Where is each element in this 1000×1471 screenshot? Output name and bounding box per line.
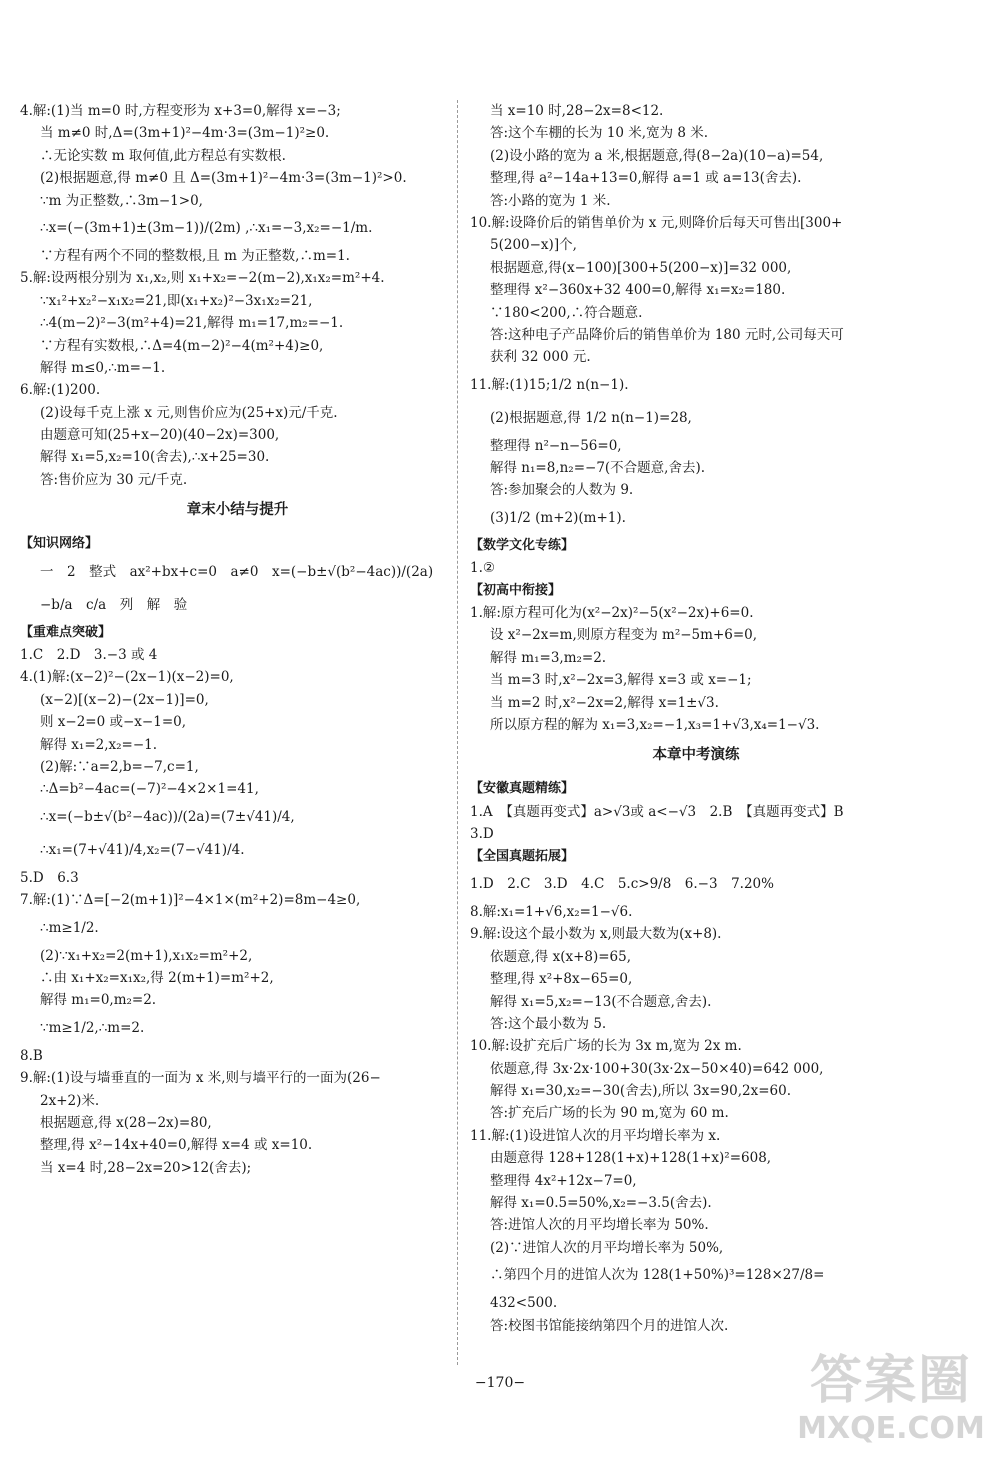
answer-line: 4.解:(1)当 m=0 时,方程变形为 x+3=0,解得 x=−3; <box>20 103 341 119</box>
answer-line: 5.D 6.3 <box>20 869 79 886</box>
answer-line: 解得 n₁=8,n₂=−7(不合题意,舍去). <box>490 460 706 477</box>
answer-line: ∴由 x₁+x₂=x₁x₂,得 2(m+1)=m²+2, <box>40 969 274 986</box>
answer-line: 答:扩充后广场的长为 90 m,宽为 60 m. <box>490 1105 729 1122</box>
answer-line: 由题意得 128+128(1+x)+128(1+x)²=608, <box>490 1150 772 1167</box>
answer-line: 所以原方程的解为 x₁=3,x₂=−1,x₃=1+√3,x₄=1−√3. <box>490 716 820 733</box>
answer-line: 7.解:(1)∵Δ=[−2(m+1)]²−4×1×(m²+2)=8m−4≥0, <box>20 892 361 909</box>
answer-line: 根据题意,得(x−100)[300+5(200−x)]=32 000, <box>490 259 792 276</box>
left-column <box>20 100 455 1179</box>
answer-line: (3)1/2 (m+2)(m+1). <box>490 509 626 526</box>
answer-line: 答:进馆人次的月平均增长率为 50%. <box>490 1217 709 1234</box>
answer-line: 11.解:(1)设进馆人次的月平均增长率为 x. <box>470 1127 721 1144</box>
answer-line: (2)设每千克上涨 x 元,则售价应为(25+x)元/千克. <box>40 404 338 421</box>
page-number: −170− <box>474 1375 526 1391</box>
watermark-text-top: 答案圈 <box>809 1351 972 1411</box>
answer-line: ∵方程有两个不同的整数根,且 m 为正整数,∴m=1. <box>40 247 350 264</box>
answer-line: 答:售价应为 30 元/千克. <box>40 471 188 488</box>
answer-line: 当 m=2 时,x²−2x=2,解得 x=1±√3. <box>490 694 719 711</box>
answer-line: 一 2 整式 ax²+bx+c=0 a≠0 x=(−b±√(b²−4ac))/(2a) <box>40 563 434 580</box>
answer-line: (2)设小路的宽为 a 米,根据题意,得(8−2a)(10−a)=54, <box>490 147 824 164</box>
section-heading: 【全国真题拓展】 <box>470 848 575 864</box>
answer-line: ∴无论实数 m 取何值,此方程总有实数根. <box>40 147 286 164</box>
answer-line: 答:这个最小数为 5. <box>490 1015 607 1032</box>
answer-line: 由题意可知(25+x−20)(40−2x)=300, <box>40 427 280 444</box>
answer-line: 答:参加聚会的人数为 9. <box>490 482 634 499</box>
answer-line: 解得 m≤0,∴m=−1. <box>40 359 166 376</box>
answer-line: 8.解:x₁=1+√6,x₂=1−√6. <box>470 903 633 920</box>
section-heading: 【安徽真题精练】 <box>470 781 575 797</box>
answer-line: 整理得 4x²+12x−7=0, <box>490 1172 637 1189</box>
answer-line: (2)∵x₁+x₂=2(m+1),x₁x₂=m²+2, <box>40 947 253 964</box>
answer-line: 当 x=10 时,28−2x=8<12. <box>490 103 664 119</box>
right-column <box>470 100 922 1337</box>
answer-line: 5.解:设两根分别为 x₁,x₂,则 x₁+x₂=−2(m−2),x₁x₂=m²+4. <box>20 270 385 287</box>
section-heading: 【重难点突破】 <box>20 624 112 640</box>
answer-line: 当 m≠0 时,Δ=(3m+1)²−4m·3=(3m−1)²≥0. <box>40 125 330 142</box>
answer-line: (2)解:∵a=2,b=−7,c=1, <box>40 758 199 775</box>
answer-line: 432<500. <box>490 1295 558 1312</box>
answer-line: 11.解:(1)15;1/2 n(n−1). <box>470 376 629 393</box>
watermark-logo <box>796 1351 986 1461</box>
answer-line: ∵m 为正整数,∴3m−1>0, <box>40 192 203 209</box>
section-title: 章末小结与提升 <box>186 502 289 519</box>
answer-line: (2)∵进馆人次的月平均增长率为 50%, <box>490 1239 724 1256</box>
column-divider <box>457 100 458 1365</box>
answer-line: (2)根据题意,得 m≠0 且 Δ=(3m+1)²−4m·3=(3m−1)²>0. <box>40 170 407 187</box>
answer-line: ∴第四个月的进馆人次为 128(1+50%)³=128×27/8= <box>490 1267 825 1284</box>
answer-line: 解得 x₁=30,x₂=−30(舍去),所以 3x=90,2x=60. <box>490 1083 792 1100</box>
answer-line: 1.D 2.C 3.D 4.C 5.c>9/8 6.−3 7.20% <box>470 875 774 892</box>
answer-line: ∴x=(−(3m+1)±(3m−1))/(2m) ,∴x₁=−3,x₂=−1/m. <box>40 219 373 236</box>
answer-line: 4.(1)解:(x−2)²−(2x−1)(x−2)=0, <box>20 669 234 686</box>
answer-line: −b/a c/a 列 解 验 <box>40 596 188 613</box>
answer-line: 3.D <box>470 826 494 843</box>
answer-line: ∵x₁²+x₂²−x₁x₂=21,即(x₁+x₂)²−3x₁x₂=21, <box>40 292 313 309</box>
watermark-text-bottom: MXQE.COM <box>797 1411 985 1446</box>
answer-line: 解得 x₁=5,x₂=−13(不合题意,舍去). <box>490 993 712 1010</box>
answer-line: 当 m=3 时,x²−2x=3,解得 x=3 或 x=−1; <box>490 672 752 689</box>
answer-line: 1.A 【真题再变式】a>√3或 a<−√3 2.B 【真题再变式】B <box>470 803 844 820</box>
answer-line: 5(200−x)]个, <box>490 237 577 254</box>
answer-line: 答:校图书馆能接纳第四个月的进馆人次. <box>490 1317 729 1334</box>
answer-line: 6.解:(1)200. <box>20 382 101 399</box>
answer-line: (2)根据题意,得 1/2 n(n−1)=28, <box>490 409 692 426</box>
answer-line: 2x+2)米. <box>40 1092 100 1109</box>
answer-line: 整理,得 a²−14a+13=0,解得 a=1 或 a=13(舍去). <box>490 170 802 187</box>
answer-line: 10.解:设降价后的销售单价为 x 元,则降价后每天可售出[300+ <box>470 214 843 231</box>
answer-line: 整理得 n²−n−56=0, <box>490 437 622 454</box>
answer-line: 答:这种电子产品降价后的销售单价为 180 元时,公司每天可 <box>490 326 844 343</box>
answer-line: 解得 x₁=0.5=50%,x₂=−3.5(舍去). <box>490 1195 712 1212</box>
answer-line: 10.解:设扩充后广场的长为 3x m,宽为 2x m. <box>470 1038 742 1055</box>
answer-line: ∵方程有实数根,∴Δ=4(m−2)²−4(m²+4)≥0, <box>40 337 324 354</box>
answer-line: 1.C 2.D 3.−3 或 4 <box>20 647 158 664</box>
answer-line: 设 x²−2x=m,则原方程变为 m²−5m+6=0, <box>490 627 758 644</box>
section-heading: 【数学文化专练】 <box>470 537 575 553</box>
answer-line: 1.② <box>470 560 495 577</box>
answer-line: ∴m≥1/2. <box>40 919 99 936</box>
answer-line: 8.B <box>20 1047 43 1064</box>
answer-line: 整理得 x²−360x+32 400=0,解得 x₁=x₂=180. <box>490 282 786 299</box>
section-title: 本章中考演练 <box>652 747 740 764</box>
answer-line: ∵180<200,∴符合题意. <box>490 304 643 321</box>
answer-line: 9.解:(1)设与墙垂直的一面为 x 米,则与墙平行的一面为(26− <box>20 1070 381 1087</box>
answer-line: ∴x₁=(7+√41)/4,x₂=(7−√41)/4. <box>40 841 245 858</box>
answer-line: 解得 x₁=2,x₂=−1. <box>40 736 158 753</box>
answer-line: 获利 32 000 元. <box>490 349 591 366</box>
answer-line: 依题意,得 x(x+8)=65, <box>490 948 632 965</box>
answer-line: 当 x=4 时,28−2x=20>12(舍去); <box>40 1159 252 1176</box>
answer-line: 解得 m₁=0,m₂=2. <box>40 992 157 1009</box>
answer-line: 解得 m₁=3,m₂=2. <box>490 649 607 666</box>
section-heading: 【知识网络】 <box>20 536 99 552</box>
section-heading: 【初高中衔接】 <box>470 582 562 598</box>
answer-line: 9.解:设这个最小数为 x,则最大数为(x+8). <box>470 926 722 943</box>
answer-line: 解得 x₁=5,x₂=10(舍去),∴x+25=30. <box>40 449 270 466</box>
answer-line: 则 x−2=0 或−x−1=0, <box>40 714 187 731</box>
answer-line: ∵m≥1/2,∴m=2. <box>40 1019 145 1036</box>
answer-line: ∴Δ=b²−4ac=(−7)²−4×2×1=41, <box>40 781 259 798</box>
answer-line: 根据题意,得 x(28−2x)=80, <box>40 1114 212 1131</box>
answer-line: 整理,得 x²+8x−65=0, <box>490 971 633 988</box>
answer-line: ∴x=(−b±√(b²−4ac))/(2a)=(7±√41)/4, <box>40 808 295 825</box>
answer-line: 依题意,得 3x·2x·100+30(3x·2x−50×40)=642 000, <box>490 1060 824 1077</box>
answer-line: ∴4(m−2)²−3(m²+4)=21,解得 m₁=17,m₂=−1. <box>40 315 344 332</box>
answer-line: 1.解:原方程可化为(x²−2x)²−5(x²−2x)+6=0. <box>470 605 754 622</box>
answer-line: (x−2)[(x−2)−(2x−1)]=0, <box>40 691 209 708</box>
answer-line: 答:这个车棚的长为 10 米,宽为 8 米. <box>490 125 709 142</box>
answer-line: 整理,得 x²−14x+40=0,解得 x=4 或 x=10. <box>40 1137 313 1154</box>
answer-line: 答:小路的宽为 1 米. <box>490 192 611 209</box>
